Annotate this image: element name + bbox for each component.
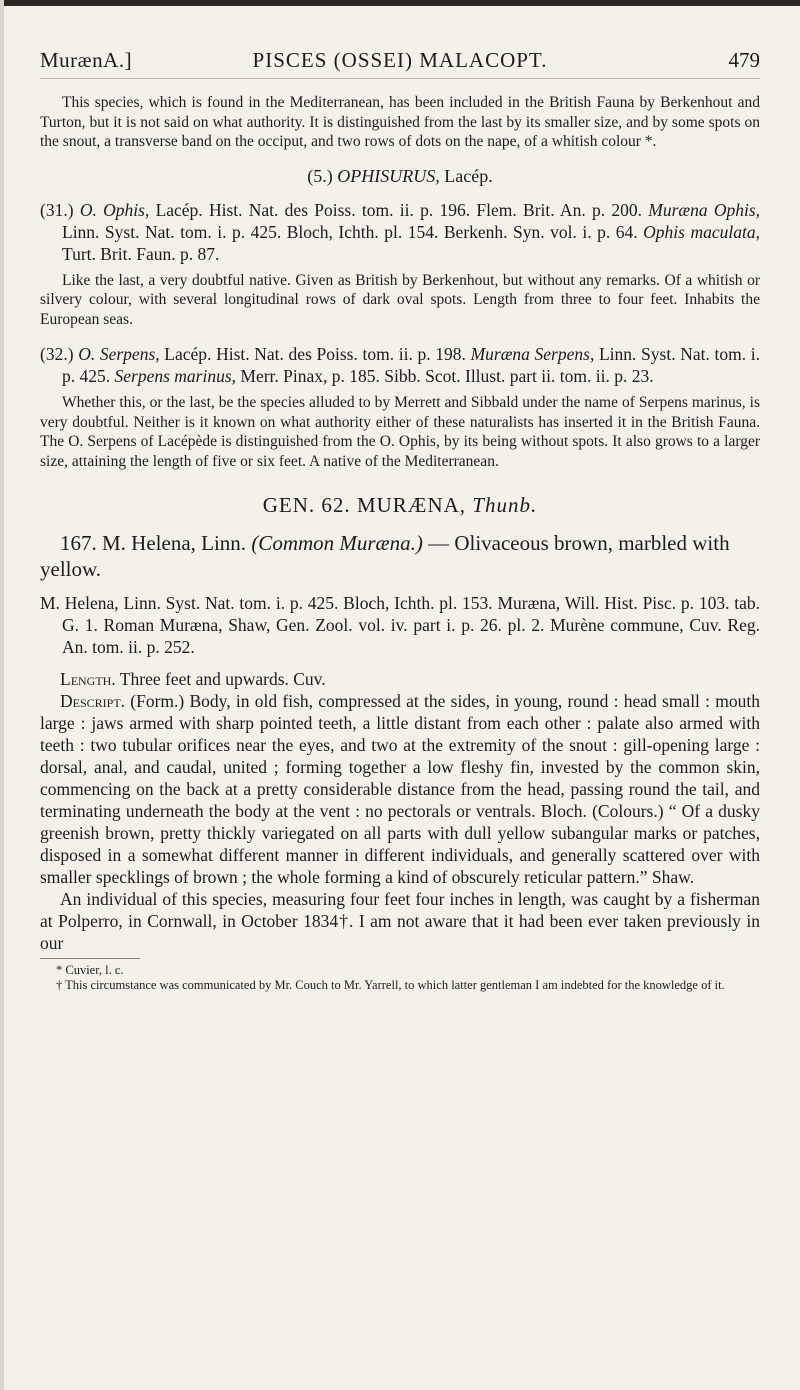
synonym-name: Muræna Serpens, [470,344,595,364]
synonymy-text: Lacép. Hist. Nat. des Poiss. tom. ii. p. 196. Flem. Brit. An. p. 200. [155,199,642,220]
species-author: Linn. [201,531,247,555]
subgenus-heading [40,166,760,187]
species-entry-32 [40,343,760,387]
species-diagnosis: — Olivaceous brown, marbled with yellow. [40,531,730,581]
species-note-32: Whether this, or the last, be the species alluded to by Merrett and Sibbald under the name of Serpens marinus, is very doubtful. Neither is it known on what authority either of these naturalists has inserted it in the British Fauna. The O. Serpens of Lacépède is distinguished from the O. Ophis, by its being without spots. It also grows to a larger size, attaining the length of five or six feet. A native of the Mediterranean. [40,394,760,470]
genus-label: GEN. 62. [262,493,351,517]
subgenus-name: OPHISURUS, [337,165,440,186]
book-page [40,48,760,993]
length-paragraph [40,668,760,690]
header-section-name: MurænA.] [40,48,133,72]
final-paragraph: An individual of this species, measuring four feet four inches in length, was caught by a fisherman at Polperro, in Cornwall, in October 1834†. I am not aware that it had been ever taken previously in our [40,889,760,953]
subgenus-author: Lacép. [444,165,493,186]
length-text: Three feet and upwards. Cuv. [119,669,326,689]
synonymy-167: M. Helena, Linn. Syst. Nat. tom. i. p. 425. Bloch, Ichth. pl. 153. Muræna, Will. Hist. Pisc. p. 103. tab. G. 1. Roman Muræna, Shaw, Gen. Zool. vol. iv. part i. p. 26. pl. 2. Murène commune, Cuv. Reg. An. tom. ii. p. 252. [40,593,760,657]
genus-author: Thunb. [472,493,538,517]
species-number: (31.) [40,199,74,220]
species-heading-167 [40,530,760,582]
footnote-1: * Cuvier, l. c. [56,963,124,977]
page-number: 479 [728,48,760,72]
synonym-name: Serpens marinus, [114,366,237,386]
species-name: O. Serpens, [78,344,160,364]
genus-heading [40,493,760,518]
synonymy-text: Lacép. Hist. Nat. des Poiss. tom. ii. p. 198. [164,344,466,364]
synonym-name: Ophis maculata, [643,221,760,242]
species-number: 167. [60,531,97,555]
synonymy-text: Turt. Brit. Faun. p. 87. [62,243,220,264]
synonymy-text: Merr. Pinax, p. 185. Sibb. Scot. Illust. part ii. tom. ii. p. 23. [240,366,654,386]
species-entry-31 [40,199,760,265]
length-label: Length. [60,669,116,689]
subgenus-label: (5.) [307,165,333,186]
header-title: PISCES (OSSEI) MALACOPT. [252,48,548,72]
description-paragraph [40,690,760,888]
intro-paragraph: This species, which is found in the Mediterranean, has been included in the British Fauna by Berkenhout and Turton, but it is not said on what authority. It is distinguished from the last by its smaller size, and by some spots on the snout, a transverse band on the occiput, and two rows of dots on the nape, of a whitish colour *. [40,94,760,150]
species-number: (32.) [40,344,74,364]
species-note-31: Like the last, a very doubtful native. Given as British by Berkenhout, but without any remarks. Of a whitish or silvery colour, with several longitudinal rows of dark oval spots. Length from three to four feet. Inhabits the European seas. [40,271,760,328]
footnote-rule [40,958,140,959]
synonymy-text: Linn. Syst. Nat. tom. i. p. 425. [62,344,761,386]
genus-name: MURÆNA, [356,493,467,517]
synonym-name: Muræna Ophis, [648,199,761,220]
common-name: (Common Muræna.) [251,531,423,555]
description-text: (Form.) Body, in old fish, compressed at the sides, in young, round : head small : mouth large : jaws armed with sharp pointed teeth, a little distant from each other : palate also armed with teeth : two tubular orifices near the eyes, and two at the extremity of the snout : gill-opening large : dorsal, anal, and caudal, united ; forming together a low fleshy fin, invested by the common skin, commencing on the back at a pretty considerable distance from the head, passing round the tail, and terminating underneath the body at the vent : no pectorals or ventrals. Bloch. (Colours.) “ Of a dusky greenish brown, pretty thickly variegated on all parts with dull yellow subangular marks or patches, disposed in a somewhat different manner in different individuals, and generally scattered over with smaller specklings of brown ; the whole forming a kind of obscurely reticular pattern.” Shaw. [40,691,761,887]
description-label: Descript. [60,691,126,711]
page-binding-edge [0,0,4,1390]
species-name: M. Helena, [102,531,196,555]
species-name: O. Ophis, [79,199,150,220]
footnote-2: † This circumstance was communicated by Mr. Couch to Mr. Yarrell, to which latter gentleman I am indebted for the knowledge of it. [56,978,725,992]
running-header [40,48,760,79]
synonymy-text: Linn. Syst. Nat. tom. i. p. 425. Bloch, Ichth. pl. 154. Berkenh. Syn. vol. i. p. 64. [62,221,638,242]
page-top-edge [0,0,800,6]
